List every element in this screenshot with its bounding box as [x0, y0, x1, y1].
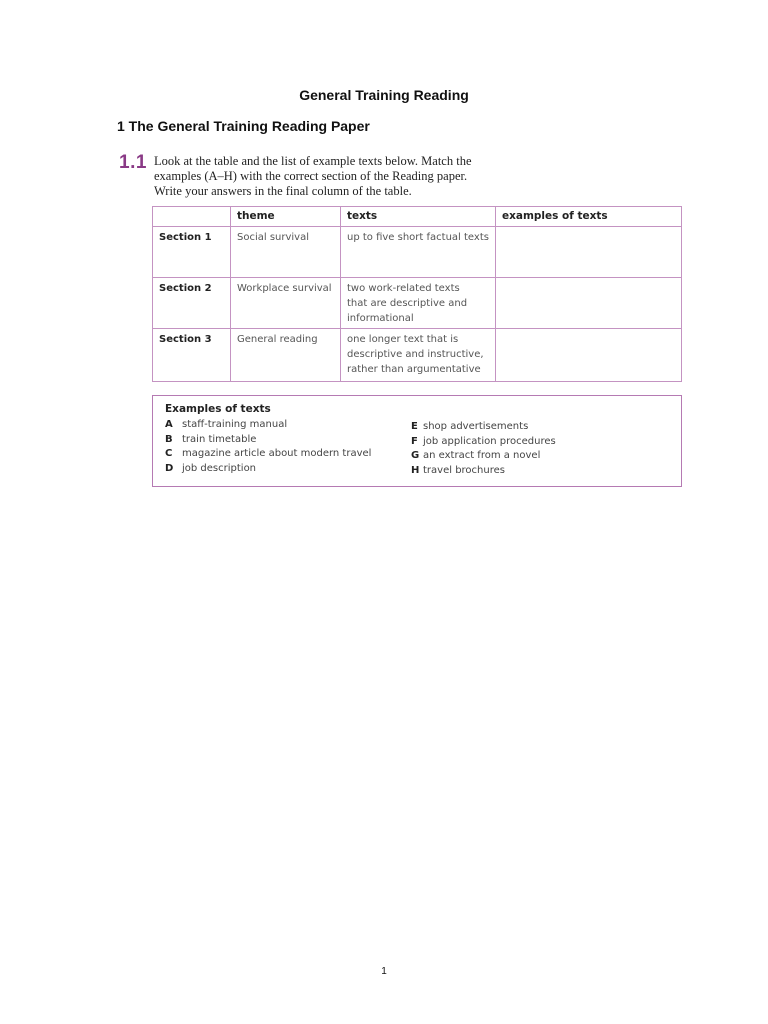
theme-cell: Social survival [231, 227, 341, 278]
texts-line: one longer text that is [347, 334, 459, 345]
examples-box [152, 395, 682, 487]
texts-line: that are descriptive and [347, 298, 468, 309]
answer-cell[interactable] [496, 227, 682, 278]
example-item [165, 462, 371, 477]
texts-line: up to five short factual texts [347, 232, 489, 243]
texts-line: rather than argumentative [347, 364, 481, 375]
table-header-texts: texts [341, 207, 496, 227]
section-heading: 1 The General Training Reading Paper [117, 118, 370, 134]
example-text: shop advertisements [423, 421, 529, 432]
example-item [411, 420, 556, 435]
example-letter: G [411, 450, 420, 461]
example-letter: B [165, 433, 173, 445]
instruction-line: examples (A–H) with the correct section of the Reading paper. [154, 169, 468, 183]
theme-cell: Workplace survival [231, 278, 341, 329]
texts-line: informational [347, 313, 414, 324]
example-item [411, 464, 556, 479]
examples-title: Examples of texts [165, 403, 271, 415]
exercise-number: 1.1 [119, 152, 147, 173]
table-row [153, 278, 682, 329]
texts-line: descriptive and instructive, [347, 349, 484, 360]
example-letter: F [411, 435, 418, 447]
texts-cell [341, 278, 496, 329]
reading-paper-table [152, 206, 682, 382]
exercise-instructions [154, 154, 594, 199]
section-label: Section 3 [153, 329, 231, 382]
theme-cell: General reading [231, 329, 341, 382]
example-text: magazine article about modern travel [182, 448, 372, 459]
instruction-line: Look at the table and the list of example texts below. Match the [154, 154, 472, 168]
section-label: Section 1 [153, 227, 231, 278]
section-label: Section 2 [153, 278, 231, 329]
example-letter: C [165, 448, 173, 459]
instruction-line: Write your answers in the final column of the table. [154, 184, 412, 198]
examples-column-right [411, 420, 556, 478]
example-letter: E [411, 421, 418, 432]
texts-cell [341, 329, 496, 382]
example-item [165, 433, 371, 448]
texts-cell [341, 227, 496, 278]
example-letter: A [165, 419, 173, 430]
example-text: staff-training manual [182, 419, 288, 430]
texts-line: two work-related texts [347, 283, 460, 294]
example-text: an extract from a novel [423, 450, 541, 461]
table-row [153, 227, 682, 278]
table-header-row [153, 207, 682, 227]
table-row [153, 329, 682, 382]
example-item [411, 449, 556, 464]
answer-cell[interactable] [496, 329, 682, 382]
page-number: 1 [381, 966, 387, 977]
example-letter: H [411, 464, 420, 476]
example-item [411, 435, 556, 450]
table-header-theme: theme [231, 207, 341, 227]
example-text: job description [182, 462, 257, 474]
table-header-empty [153, 207, 231, 227]
examples-column-left [165, 418, 371, 476]
example-text: job application procedures [423, 435, 556, 447]
document-title: General Training Reading [299, 87, 469, 103]
example-letter: D [165, 462, 174, 474]
example-item [165, 418, 371, 433]
table-header-examples: examples of texts [496, 207, 682, 227]
example-text: train timetable [182, 433, 257, 445]
example-text: travel brochures [423, 464, 505, 476]
answer-cell[interactable] [496, 278, 682, 329]
example-item [165, 447, 371, 462]
